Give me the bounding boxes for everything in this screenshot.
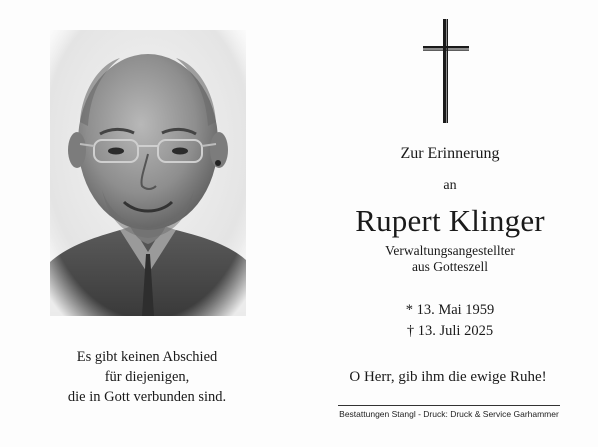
deceased-name: Rupert Klinger: [355, 203, 545, 238]
verse-line-1: Es gibt keinen Abschied: [76, 349, 218, 365]
preposition-text: an: [443, 178, 457, 193]
verse-line-2: für diejenigen,: [104, 369, 190, 385]
footer-divider: [338, 405, 560, 406]
portrait-photo: [50, 30, 246, 316]
intro-text: Zur Erinnerung: [400, 145, 500, 162]
prayer-text: O Herr, gib ihm die ewige Ruhe!: [349, 369, 547, 385]
latin-cross-icon: [423, 19, 469, 123]
occupation-block: [330, 243, 570, 275]
footer-credit: Bestattungen Stangl - Druck: Druck & Service Garhammer: [339, 409, 559, 419]
death-date: † 13. Juli 2025: [406, 323, 494, 339]
farewell-verse: [40, 347, 254, 407]
occupation-text: Verwaltungsangestellter: [385, 243, 515, 258]
birth-date: * 13. Mai 1959: [405, 302, 495, 318]
hometown-text: aus Gotteszell: [411, 259, 489, 274]
verse-line-3: die in Gott verbunden sind.: [67, 389, 227, 405]
